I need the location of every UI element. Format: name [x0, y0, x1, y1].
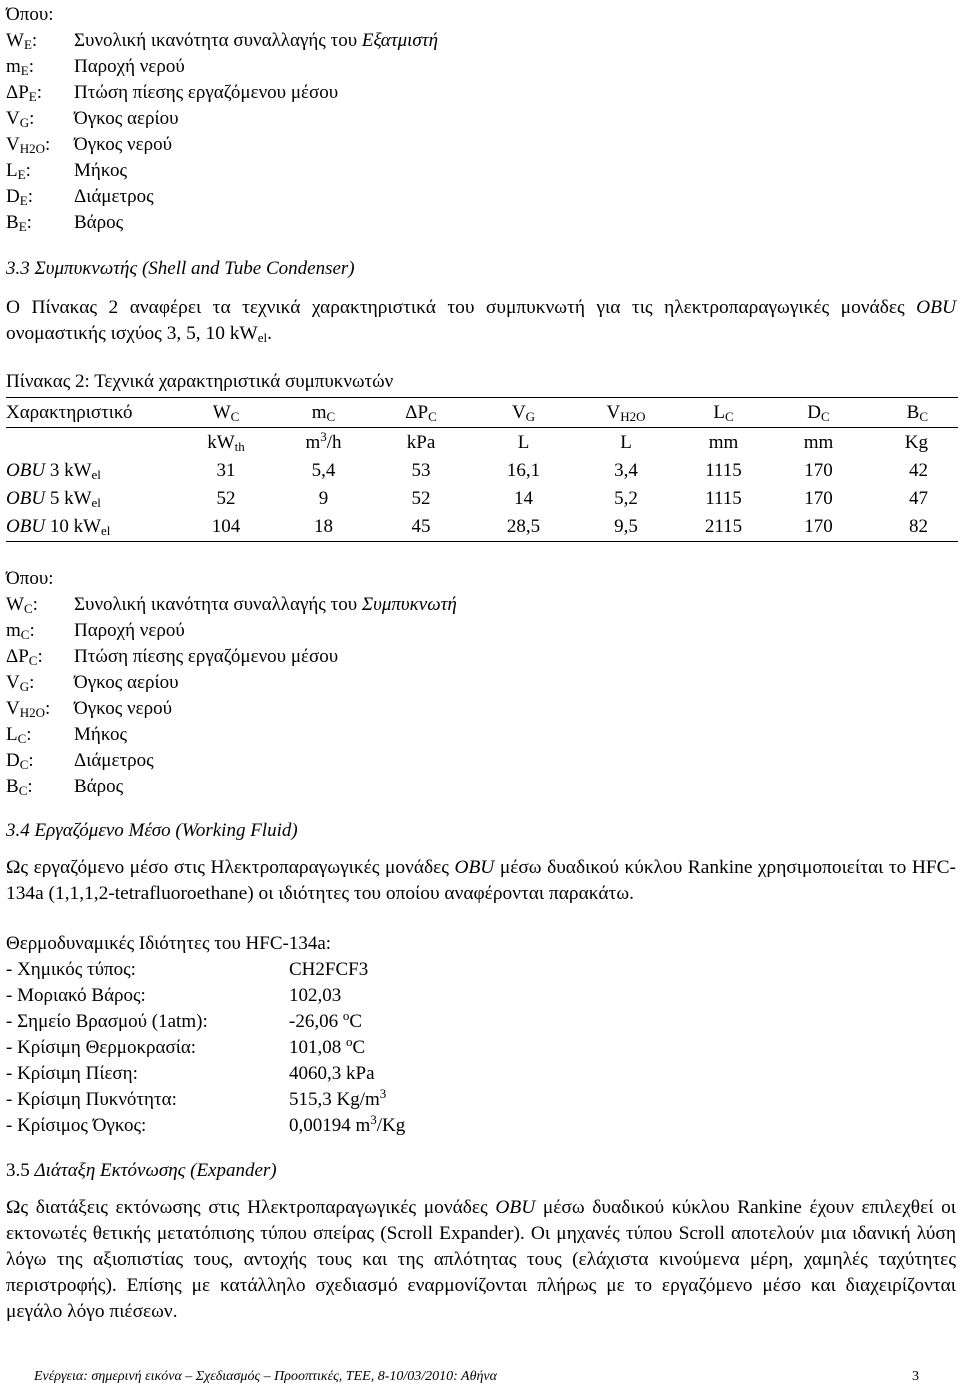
value-main: CH2FCF3 [289, 959, 369, 980]
header-sub: C [821, 408, 830, 424]
definition-row [6, 774, 457, 800]
property-value [289, 957, 368, 983]
value-main: 0,00194 m [289, 1115, 371, 1136]
header-symbol: m [311, 401, 327, 423]
property-row [6, 1113, 405, 1139]
definition-description [74, 748, 154, 774]
table-cell: 52 [411, 488, 431, 509]
paragraph-obu: OBU [454, 857, 495, 878]
definition-symbol [6, 618, 74, 644]
symbol-colon: : [31, 30, 38, 51]
definitions-list [6, 592, 457, 800]
table-cell: 170 [804, 460, 833, 481]
definition-description [74, 618, 185, 644]
definition-symbol [6, 28, 74, 54]
table-cell: 28,5 [471, 513, 576, 542]
definition-description [74, 774, 123, 800]
symbol-sub: E [17, 167, 26, 182]
value-sup: 3 [379, 1086, 387, 1101]
header-symbol: B [906, 401, 920, 423]
table-cell: 104 [176, 513, 276, 542]
unit-main: kPa [406, 431, 436, 453]
property-label: - Χημικός τύπος: [6, 959, 136, 980]
symbol-main: B [6, 212, 19, 233]
symbol-colon: : [27, 186, 33, 207]
value-tail: /Kg [376, 1115, 406, 1136]
symbol-colon: : [45, 698, 51, 719]
description-text: Πτώση πίεσης εργαζόμενου μέσου [74, 646, 339, 667]
footer-text: Ενέργεια: σημερινή εικόνα – Σχεδιασμός – Προοπτικές, ΤΕΕ, 8-10/03/2010: Αθήνα [34, 1369, 497, 1384]
property-row [6, 1035, 405, 1061]
paragraph-text-2: μέσω δυαδικού κύκλου Rankine χρησιμοποιείται το HFC-134a (1,1,1,2-tetrafluoroethane) οι ιδιότητες του οποίου αναφέρονται παρακάτω. [6, 857, 956, 904]
units-cell [771, 428, 866, 458]
description-text: Όγκος νερού [74, 698, 173, 719]
symbol-sub: E [18, 219, 27, 234]
unit-main: mm [708, 431, 739, 453]
table-cell: 53 [411, 460, 431, 481]
definitions-evaporator [6, 2, 438, 236]
symbol-main: D [6, 750, 20, 771]
paragraph-text: Ο Πίνακας 2 αναφέρει τα τεχνικά χαρακτηριστικά του συμπυκνωτή για τις ηλεκτροπαραγωγικές μονάδες [6, 297, 917, 318]
row-label-obu: OBU [6, 488, 46, 509]
table-cell: 2115 [676, 513, 771, 542]
paragraph-sub: el [257, 330, 268, 345]
paragraph-text-2: ονομαστικής ισχύος 3, 5, 10 kW [6, 323, 258, 344]
header-cell [771, 398, 866, 428]
header-sub: H2O [620, 408, 646, 424]
table-row [6, 513, 958, 542]
property-label: - Κρίσιμος Όγκος: [6, 1115, 147, 1136]
definition-row [6, 722, 457, 748]
table-2-wrapper [6, 397, 958, 542]
header-symbol: L [713, 401, 725, 423]
row-label-power: 5 kW [45, 488, 92, 509]
units-cell [576, 428, 676, 458]
row-label-cell [6, 485, 176, 513]
definition-description [74, 158, 127, 184]
property-row [6, 983, 405, 1009]
units-cell [866, 428, 958, 458]
definition-symbol [6, 670, 74, 696]
definition-symbol [6, 722, 74, 748]
header-sub: C [326, 408, 336, 424]
table-header-row [6, 398, 958, 428]
property-label: - Κρίσιμη Πίεση: [6, 1063, 138, 1084]
table-units-row [6, 428, 958, 458]
header-sub: C [428, 408, 437, 424]
description-text: Πτώση πίεσης εργαζόμενου μέσου [74, 82, 339, 103]
table-cell: 47 [909, 488, 928, 509]
definition-symbol [6, 696, 74, 722]
symbol-main: L [6, 160, 18, 181]
symbol-sub: C [18, 783, 28, 798]
header-cell [371, 398, 471, 428]
units-cell [676, 428, 771, 458]
description-text: Όγκος αερίου [74, 672, 179, 693]
symbol-colon: : [26, 212, 32, 233]
symbol-sub: E [28, 89, 37, 104]
table-cell: 3,4 [614, 460, 638, 481]
section-3-3-heading: 3.3 Συμπυκνωτής (Shell and Tube Condenser) [6, 258, 355, 279]
value-main: 102,03 [289, 985, 342, 1006]
header-symbol: V [511, 401, 526, 423]
paragraph-obu: OBU [916, 297, 956, 318]
row-label-power: 10 kW [45, 516, 101, 537]
unit-main: Kg [904, 431, 928, 453]
symbol-colon: : [45, 134, 51, 155]
table-cell: 9,5 [576, 513, 676, 542]
symbol-sub: H2O [19, 705, 46, 720]
symbol-sub: E [19, 193, 28, 208]
paragraph-end: . [267, 323, 272, 344]
definition-row [6, 132, 438, 158]
definition-symbol [6, 592, 74, 618]
properties-title: Θερμοδυναμικές Ιδιότητες του HFC-134a: [6, 933, 332, 954]
symbol-main: ΔP [6, 82, 29, 103]
table-cell: 16,1 [506, 460, 541, 481]
definition-description [74, 80, 338, 106]
symbol-colon: : [28, 56, 35, 77]
row-label-sub: el [91, 467, 101, 482]
symbol-colon: : [26, 724, 32, 745]
value-tail: C [349, 1011, 363, 1032]
table-cell: 45 [371, 513, 471, 542]
section-3-5-heading [6, 1158, 277, 1184]
description-text: Όγκος νερού [74, 134, 173, 155]
header-symbol: V [606, 401, 621, 423]
value-main: 4060,3 kPa [289, 1063, 375, 1084]
definition-description [74, 696, 172, 722]
symbol-main: W [6, 30, 24, 51]
symbol-colon: : [29, 672, 35, 693]
table-cell: 1115 [705, 460, 742, 481]
symbol-colon: : [25, 160, 31, 181]
units-cell [371, 428, 471, 458]
row-label-obu: OBU [6, 460, 46, 481]
definition-description [74, 644, 338, 670]
table-cell: 42 [909, 460, 928, 481]
paragraph-text-2: μέσω δυαδικού κύκλου Rankine έχουν επιλεχθεί οι εκτονωτές θετικής μετατόπισης τύπου σπείρας (Scroll Expander). Οι μηχανές τύπου Scroll αποτελούν μια ιδανική λύση λόγω της αξιοπιστίας τους, αντοχής τους και της απλότητας τους (ελάχιστα κινούμενα μέρη, χαμηλές ταχύτητες περιστροφής). Επίσης με κατάλληλο σχεδιασμό εναρμονίζονται πλήρως με το εργαζόμενο μέσο και διαχειρίζονται μεγάλο λόγο πιέσεων. [6, 1197, 956, 1322]
symbol-sub: G [19, 115, 30, 130]
symbol-main: W [6, 594, 24, 615]
page-number: 3 [912, 1369, 919, 1384]
table-2 [6, 397, 958, 542]
property-value [289, 1061, 375, 1087]
property-value [289, 1009, 362, 1035]
property-label: - Κρίσιμη Πυκνότητα: [6, 1089, 177, 1110]
property-row [6, 1009, 405, 1035]
property-value [289, 1087, 386, 1113]
header-sub: G [525, 408, 536, 424]
properties-list [6, 957, 405, 1139]
description-italic: Εξατμιστή [361, 30, 438, 51]
header-symbol: W [212, 401, 231, 423]
definition-description [74, 670, 178, 696]
definitions-label: Όπου: [6, 568, 54, 589]
definitions-list [6, 28, 438, 236]
symbol-sub: C [20, 627, 30, 642]
properties-block [6, 931, 405, 1139]
definition-description [74, 106, 178, 132]
header-cell [576, 398, 676, 428]
symbol-main: V [6, 698, 20, 719]
table-cell: 31 [216, 460, 236, 481]
unit-main: m [305, 431, 321, 453]
symbol-colon: : [28, 750, 34, 771]
definition-symbol [6, 132, 74, 158]
header-cell: Χαρακτηριστικό [6, 398, 176, 428]
section-3-3-paragraph [6, 295, 956, 347]
definition-symbol [6, 184, 74, 210]
table-cell: 170 [771, 513, 866, 542]
row-label-cell [6, 457, 176, 485]
table-cell: 14 [514, 488, 533, 509]
symbol-sub: C [28, 653, 38, 668]
definition-description [74, 210, 123, 236]
symbol-sub: E [20, 63, 29, 78]
definition-row [6, 748, 457, 774]
symbol-colon: : [29, 620, 35, 641]
row-label-obu: OBU [6, 516, 46, 537]
heading-text: Διάταξη Εκτόνωσης (Expander) [34, 1160, 277, 1181]
table-cell: 18 [276, 513, 371, 542]
units-cell [276, 428, 371, 458]
unit-main: L [620, 431, 632, 453]
symbol-colon: : [36, 82, 43, 103]
symbol-colon: : [29, 108, 35, 129]
table-2-caption: Πίνακας 2: Τεχνικά χαρακτηριστικά συμπυκνωτών [6, 371, 394, 392]
value-sup: o [346, 1034, 353, 1049]
symbol-colon: : [32, 594, 38, 615]
definition-description [74, 184, 154, 210]
definition-row [6, 80, 438, 106]
property-label: - Σημείο Βρασμού (1atm): [6, 1011, 208, 1032]
definition-description [74, 722, 127, 748]
header-sub: C [230, 408, 240, 424]
paragraph-obu: OBU [495, 1197, 536, 1218]
symbol-main: m [6, 620, 21, 641]
value-sup: o [342, 1008, 350, 1023]
property-label: - Κρίσιμη Θερμοκρασία: [6, 1037, 197, 1058]
symbol-sub: C [17, 731, 27, 746]
definition-row [6, 184, 438, 210]
definition-row [6, 210, 438, 236]
header-sub: C [724, 408, 734, 424]
description-text: Διάμετρος [74, 750, 154, 771]
symbol-main: ΔP [6, 646, 29, 667]
heading-number: 3.5 [6, 1160, 35, 1181]
table-cell: 5,4 [311, 460, 336, 481]
table-cell: 82 [866, 513, 958, 542]
row-label-cell [6, 513, 176, 542]
section-3-4-heading: 3.4 Εργαζόμενο Μέσο (Working Fluid) [6, 820, 298, 841]
description-text: Όγκος αερίου [74, 108, 179, 129]
page-footer [34, 1364, 919, 1390]
row-label-sub: el [91, 495, 101, 510]
property-value [289, 1035, 365, 1061]
unit-sub: th [234, 438, 245, 454]
description-text: Διάμετρος [74, 186, 154, 207]
symbol-colon: : [37, 646, 43, 667]
unit-tail: /h [326, 431, 342, 453]
symbol-sub: G [19, 679, 30, 694]
header-cell [276, 398, 371, 428]
unit-main: kW [207, 431, 235, 453]
property-value [289, 983, 341, 1009]
table-row [6, 457, 958, 485]
header-cell [866, 398, 958, 428]
section-3-4-paragraph [6, 855, 956, 907]
description-italic: Συμπυκνωτή [361, 594, 457, 615]
symbol-main: m [6, 56, 21, 77]
definition-row [6, 644, 457, 670]
definition-symbol [6, 774, 74, 800]
description-text: Παροχή νερού [74, 620, 185, 641]
definition-symbol [6, 644, 74, 670]
description-text: Μήκος [74, 160, 128, 181]
description-text: Παροχή νερού [74, 56, 185, 77]
definition-symbol [6, 210, 74, 236]
definition-symbol [6, 748, 74, 774]
definition-symbol [6, 54, 74, 80]
description-text: Βάρος [74, 776, 124, 797]
definition-row [6, 592, 457, 618]
symbol-main: V [6, 108, 20, 129]
row-label-sub: el [101, 523, 111, 538]
units-cell [6, 428, 176, 458]
symbol-main: B [6, 776, 19, 797]
value-main: 515,3 Kg/m [289, 1089, 380, 1110]
symbol-main: V [6, 134, 20, 155]
table-cell: 1115 [705, 488, 742, 509]
definition-row [6, 158, 438, 184]
definition-symbol [6, 158, 74, 184]
definition-symbol [6, 80, 74, 106]
units-cell [176, 428, 276, 458]
table-cell: 52 [216, 488, 236, 509]
description-text: Βάρος [74, 212, 124, 233]
units-cell [471, 428, 576, 458]
header-cell [176, 398, 276, 428]
unit-sup: 3 [320, 428, 327, 444]
table-row [6, 485, 958, 513]
definition-row [6, 28, 438, 54]
value-main: 101,08 [289, 1037, 346, 1058]
description-text: Συνολική ικανότητα συναλλαγής του [74, 594, 362, 615]
property-row [6, 1061, 405, 1087]
symbol-sub: H2O [19, 141, 46, 156]
section-3-5-paragraph [6, 1195, 956, 1325]
property-row [6, 957, 405, 983]
property-value [289, 1113, 405, 1139]
symbol-main: V [6, 672, 20, 693]
value-sup: 3 [370, 1112, 377, 1127]
definitions-label: Όπου: [6, 4, 54, 25]
paragraph-text: Ως διατάξεις εκτόνωσης στις Ηλεκτροπαραγωγικές μονάδες [6, 1197, 496, 1218]
definition-row [6, 670, 457, 696]
symbol-main: D [6, 186, 20, 207]
table-cell: 170 [804, 488, 833, 509]
unit-main: L [517, 431, 530, 453]
definition-description [74, 132, 172, 158]
row-label-power: 3 kW [45, 460, 92, 481]
definition-description [74, 28, 438, 54]
symbol-sub: C [23, 601, 33, 616]
definition-row [6, 54, 438, 80]
paragraph-text: Ως εργαζόμενο μέσο στις Ηλεκτροπαραγωγικές μονάδες [6, 857, 455, 878]
unit-main: mm [803, 431, 834, 453]
description-text: Μήκος [74, 724, 128, 745]
symbol-main: L [6, 724, 18, 745]
definition-symbol [6, 106, 74, 132]
property-row [6, 1087, 405, 1113]
value-main: -26,06 [289, 1011, 343, 1032]
header-symbol: D [807, 401, 822, 423]
property-label: - Μοριακό Βάρος: [6, 985, 146, 1006]
header-symbol: ΔP [405, 401, 429, 423]
definitions-condenser [6, 566, 457, 800]
table-cell: 5,2 [614, 488, 638, 509]
definition-row [6, 696, 457, 722]
header-sub: C [919, 408, 928, 424]
definition-row [6, 106, 438, 132]
symbol-sub: E [23, 37, 32, 52]
definition-description [74, 592, 457, 618]
description-text: Συνολική ικανότητα συναλλαγής του [74, 30, 362, 51]
definition-row [6, 618, 457, 644]
table-cell: 9 [318, 488, 329, 509]
header-cell [471, 398, 576, 428]
symbol-sub: C [19, 757, 29, 772]
definition-description [74, 54, 185, 80]
value-tail: C [352, 1037, 366, 1058]
header-cell [676, 398, 771, 428]
symbol-colon: : [27, 776, 33, 797]
